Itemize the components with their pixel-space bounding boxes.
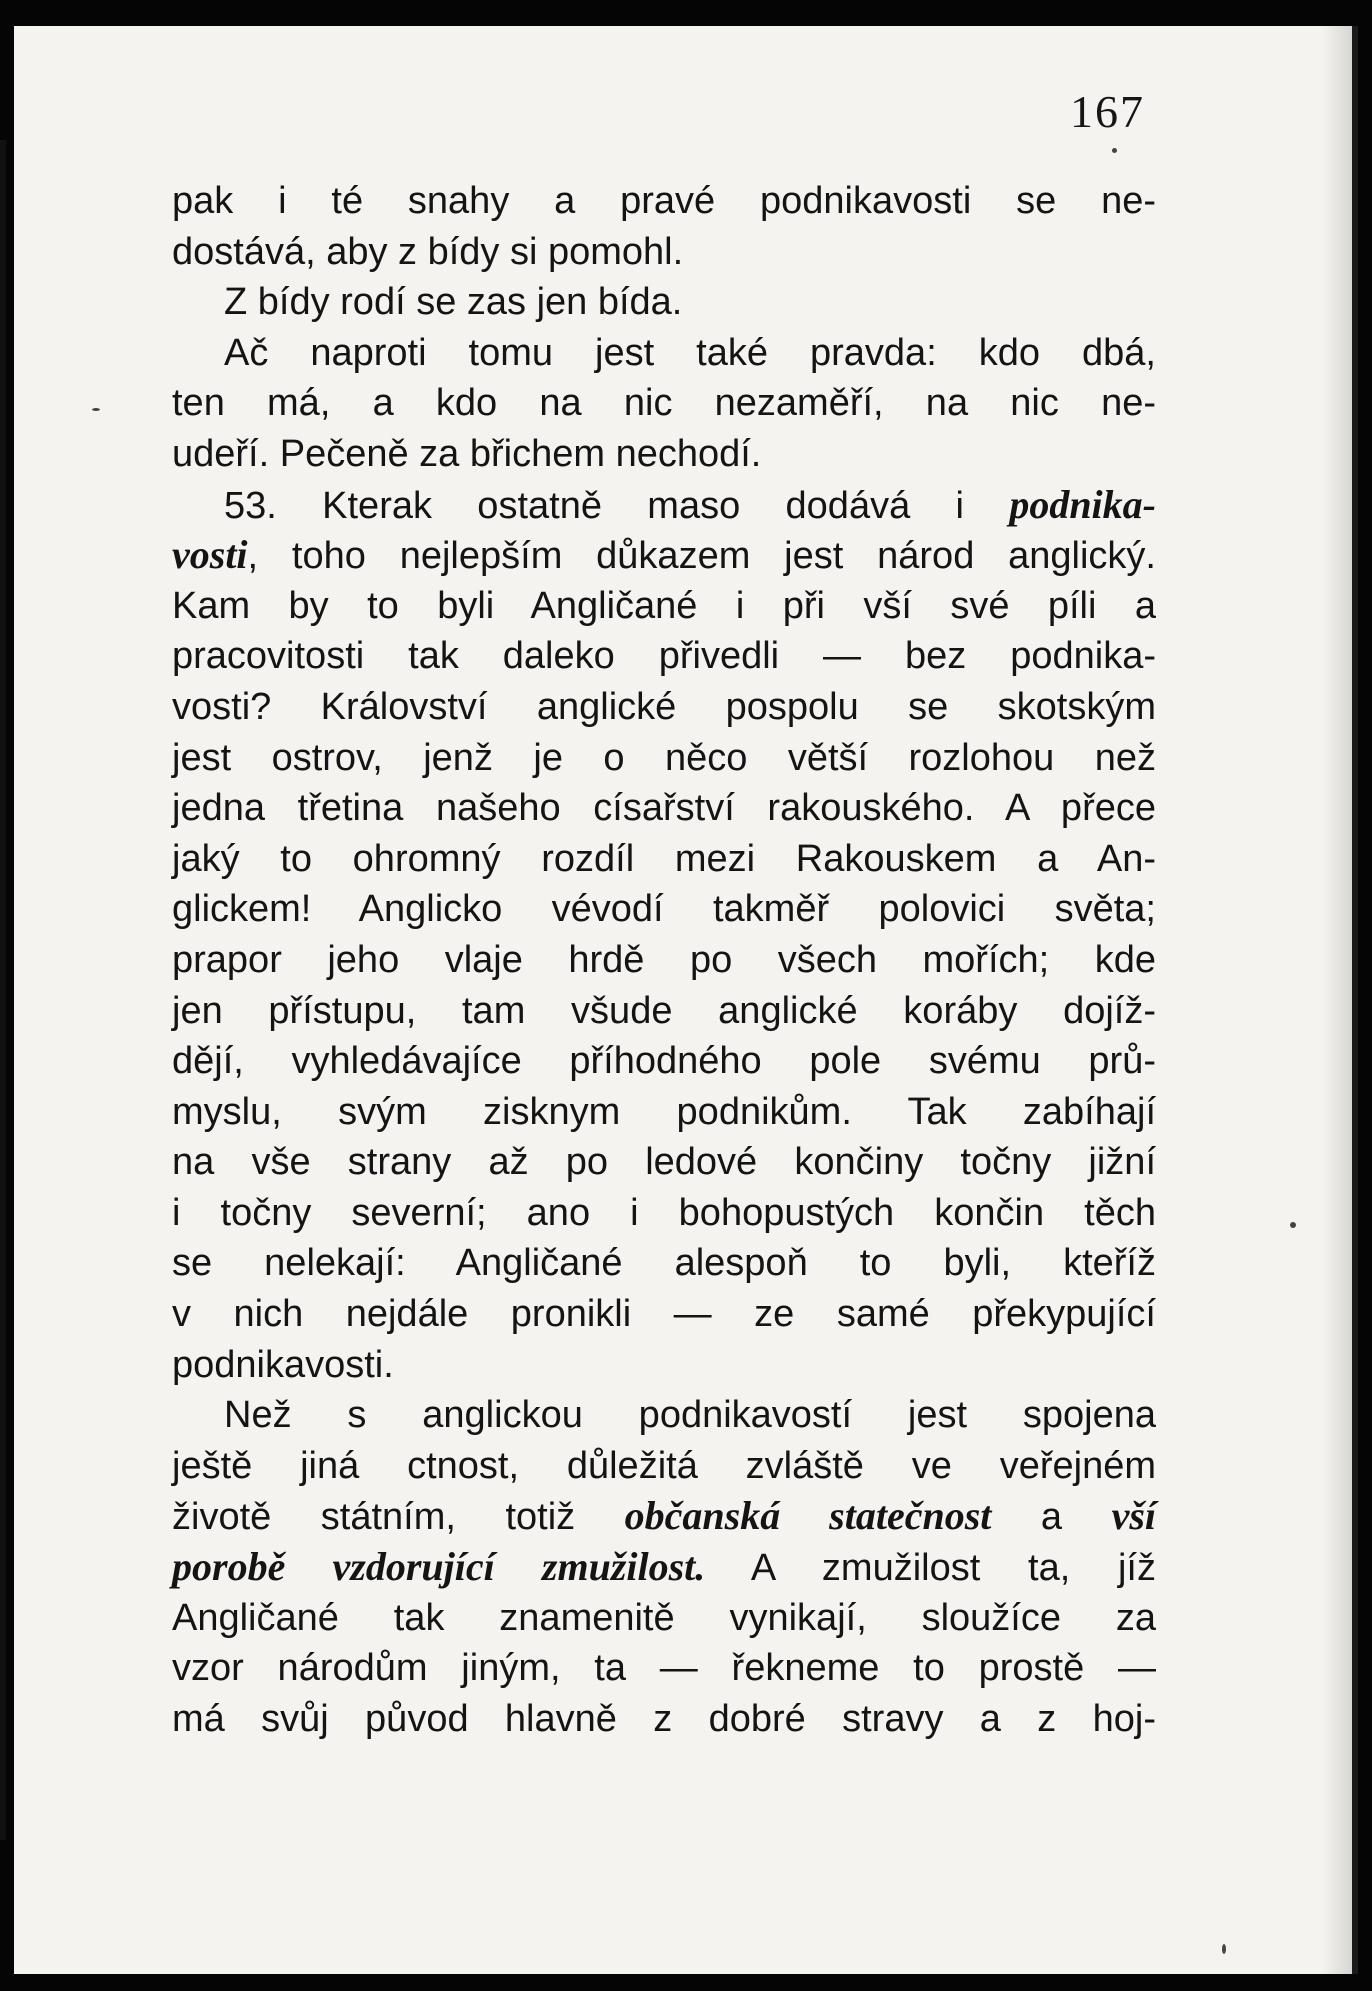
- text-line: [172, 733, 1156, 784]
- italic-phrase: občanská statečnost: [624, 1493, 992, 1539]
- text-run: Angličané tak znamenitě vynikají, sloužíce za: [172, 1596, 1156, 1639]
- text-line: [172, 986, 1156, 1037]
- text-run: jaký to ohromný rozdíl mezi Rakouskem a An-: [172, 837, 1156, 880]
- text-line: [172, 1441, 1156, 1492]
- text-run: na vše strany až po ledové končiny točny jižní: [172, 1141, 1156, 1184]
- text-run: ten má, a kdo na nic nezaměří, na nic ne-: [172, 382, 1156, 425]
- text-run: pak i té snahy a pravé podnikavosti se ne-: [172, 180, 1156, 222]
- scan-speck: [1290, 1222, 1296, 1228]
- text-run: prapor jeho vlaje hrdě po všech mořích; kde: [172, 938, 1156, 981]
- text-line: [172, 429, 1156, 480]
- text-run: A zmužilost ta, jíž: [705, 1547, 1156, 1590]
- body-text: [172, 176, 1156, 1744]
- text-line: [172, 682, 1156, 733]
- text-line: [172, 631, 1156, 682]
- text-line: [172, 581, 1156, 632]
- text-run: myslu, svým zisknym podnikům. Tak zabíhají: [172, 1090, 1156, 1133]
- text-run: Ač naproti tomu jest také pravda: kdo dbá,: [224, 331, 1156, 374]
- text-run: dějí, vyhledávajíce příhodného pole svému prů-: [172, 1040, 1156, 1083]
- text-run: podnikavosti.: [172, 1343, 394, 1386]
- text-run: 53. Kterak ostatně maso dodává i: [224, 484, 1010, 527]
- italic-phrase: vosti: [172, 532, 248, 578]
- text-line: [172, 378, 1156, 429]
- text-line: [172, 1491, 1156, 1542]
- text-line: [172, 1137, 1156, 1188]
- text-run: životě státním, totiž: [172, 1496, 625, 1539]
- text-line: [172, 935, 1156, 986]
- text-run: vosti? Království anglické pospolu se skotským: [172, 685, 1156, 728]
- text-run: jest ostrov, jenž je o něco větší rozlohou než: [172, 736, 1156, 779]
- text-line: [172, 277, 1156, 328]
- text-run: vzor národům jiným, ta — řekneme to prostě —: [172, 1647, 1156, 1690]
- scan-speck: [1112, 148, 1117, 153]
- italic-phrase: porobě vzdorující zmužilost.: [172, 1544, 706, 1590]
- text-line: [172, 834, 1156, 885]
- text-line: [172, 227, 1156, 278]
- text-run: jedna třetina našeho císařství rakouského. A přece: [172, 787, 1156, 830]
- text-line: [172, 1542, 1156, 1593]
- text-run: Než s anglickou podnikavostí jest spojena: [224, 1394, 1156, 1437]
- text-run: Kam by to byli Angličané i při vší své píli a: [172, 584, 1156, 627]
- text-line: [172, 1694, 1156, 1745]
- text-line: [172, 1390, 1156, 1441]
- text-run: v nich nejdále pronikli — ze samé překypující: [172, 1293, 1156, 1336]
- text-run: udeří. Pečeně za břichem nechodí.: [172, 432, 762, 475]
- text-run: ještě jiná ctnost, důležitá zvláště ve veřejném: [172, 1444, 1156, 1487]
- text-line: [172, 328, 1156, 379]
- text-line: [172, 1593, 1156, 1644]
- italic-phrase: vší: [1111, 1493, 1156, 1539]
- text-line: [172, 530, 1156, 581]
- text-run: i točny severní; ano i bohopustých končin těch: [172, 1191, 1156, 1234]
- page-number: 167: [1070, 86, 1145, 137]
- text-line: [172, 1036, 1156, 1087]
- text-line: [172, 1087, 1156, 1138]
- text-line: [172, 1238, 1156, 1289]
- text-line: [172, 1188, 1156, 1239]
- text-line: [172, 884, 1156, 935]
- text-run: má svůj původ hlavně z dobré stravy a z hoj-: [172, 1697, 1156, 1740]
- text-line: [172, 176, 1156, 227]
- text-line: [172, 1289, 1156, 1340]
- scan-speck: [92, 408, 100, 411]
- text-run: a: [991, 1496, 1112, 1539]
- text-run: jen přístupu, tam všude anglické koráby dojíž-: [172, 989, 1156, 1032]
- binding-edge: [0, 140, 6, 1840]
- text-line: [172, 480, 1156, 531]
- text-run: dostává, aby z bídy si pomohl.: [172, 230, 684, 273]
- text-line: [172, 783, 1156, 834]
- text-line: [172, 1643, 1156, 1694]
- text-run: , toho nejlepším důkazem jest národ anglický.: [247, 535, 1156, 578]
- text-run: se nelekají: Angličané alespoň to byli, kteříž: [172, 1242, 1156, 1285]
- italic-phrase: podnika-: [1009, 481, 1156, 527]
- text-run: pracovitosti tak daleko přivedli — bez podnika-: [172, 635, 1156, 678]
- text-run: glickem! Anglicko vévodí takměř polovici světa;: [172, 888, 1156, 931]
- text-line: [172, 1340, 1156, 1391]
- text-run: Z bídy rodí se zas jen bída.: [224, 281, 683, 324]
- scan-speck: [1222, 1944, 1226, 1954]
